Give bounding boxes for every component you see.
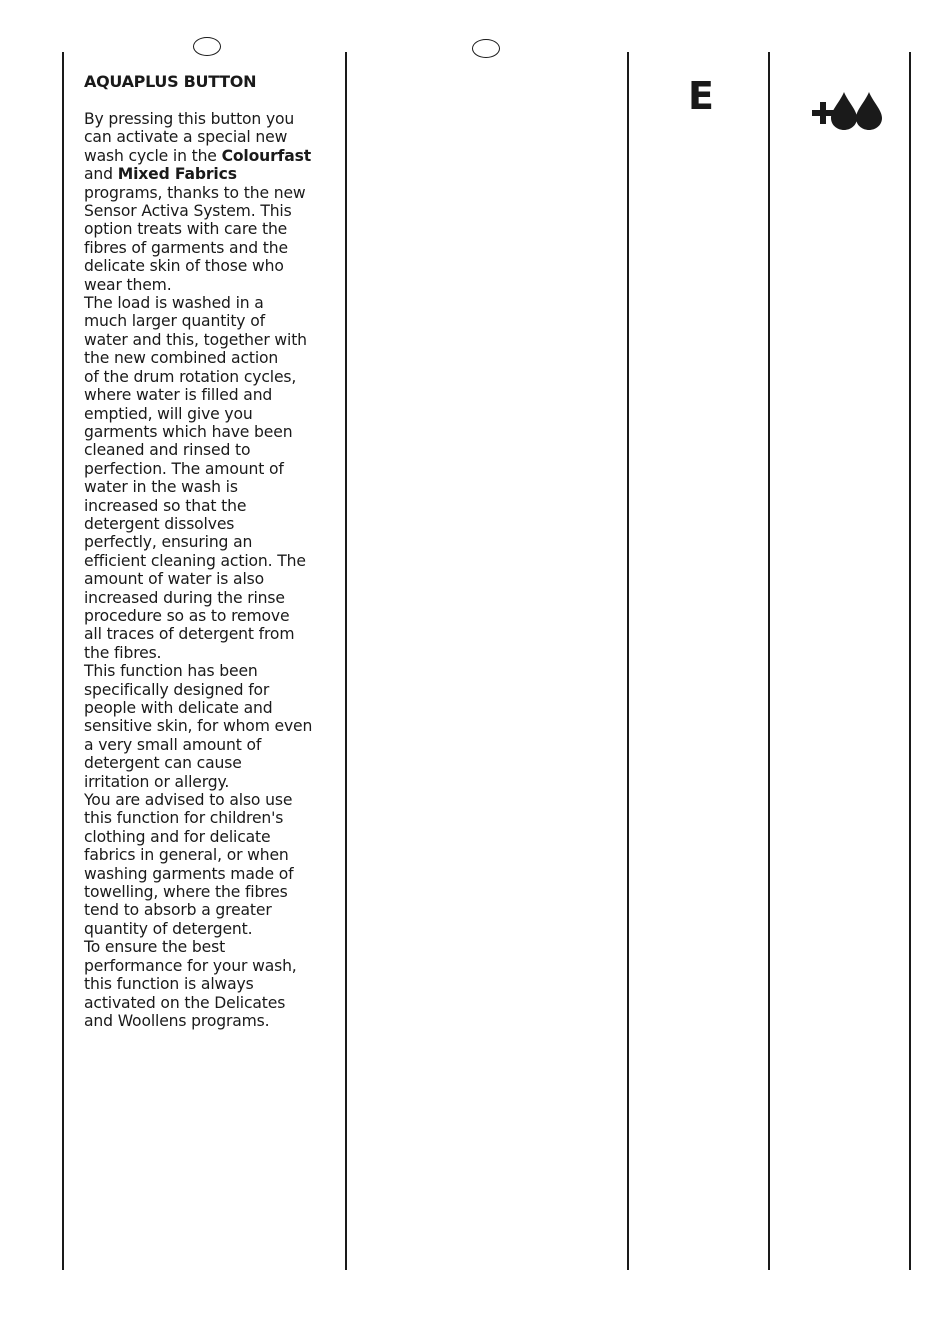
- column-divider-3: [768, 52, 770, 1270]
- language-circle-icon: [193, 37, 221, 56]
- body-text-segment: and: [84, 165, 113, 184]
- section-heading: AQUAPLUS BUTTON: [84, 72, 257, 91]
- body-text-segment: By pressing this button you can activate a special new wash cycle in the: [84, 110, 295, 165]
- column-divider-right: [909, 52, 911, 1270]
- program-name-colourfast: Colourfast: [221, 146, 312, 165]
- section-body-text: [84, 110, 336, 1030]
- language-circle-icon: [472, 39, 500, 58]
- aquaplus-plus-water-drops-icon: [810, 88, 882, 134]
- column-1-content: [84, 72, 336, 1030]
- column-divider-left: [62, 52, 64, 1270]
- body-text-segment: programs, thanks to the new Sensor Activa System. This option treats with care the fibres of garments and the delicate skin of those who wear them. The load is washed in a much larger quantity of water and this, together with the new combined action of the drum rotation cycles, where water is filled and emptied, will give you garments which have been cleaned and rinsed to perfection. The amount of water in the wash is increased so that the detergent dissolves perfectly, ensuring an efficient cleaning action. The amount of water is also increased during the rinse procedure so as to remove all traces of detergent from the fibres. This function has been specifically designed for people with delicate and sensitive skin, for whom even a very small amount of detergent can cause irritation or allergy. You are advised to also use this function for children's clothing and for delicate fabrics in general, or when washing garments made of towelling, where the fibres tend to absorb a greater quantity of detergent. To ensure the best performance for your wash, this function is always activated on the Delicates and Woollens programs.: [84, 183, 313, 1030]
- program-name-mixed-fabrics: Mixed Fabrics: [117, 165, 237, 184]
- column-divider-2: [627, 52, 629, 1270]
- language-letter-e: E: [688, 74, 714, 118]
- column-divider-1: [345, 52, 347, 1270]
